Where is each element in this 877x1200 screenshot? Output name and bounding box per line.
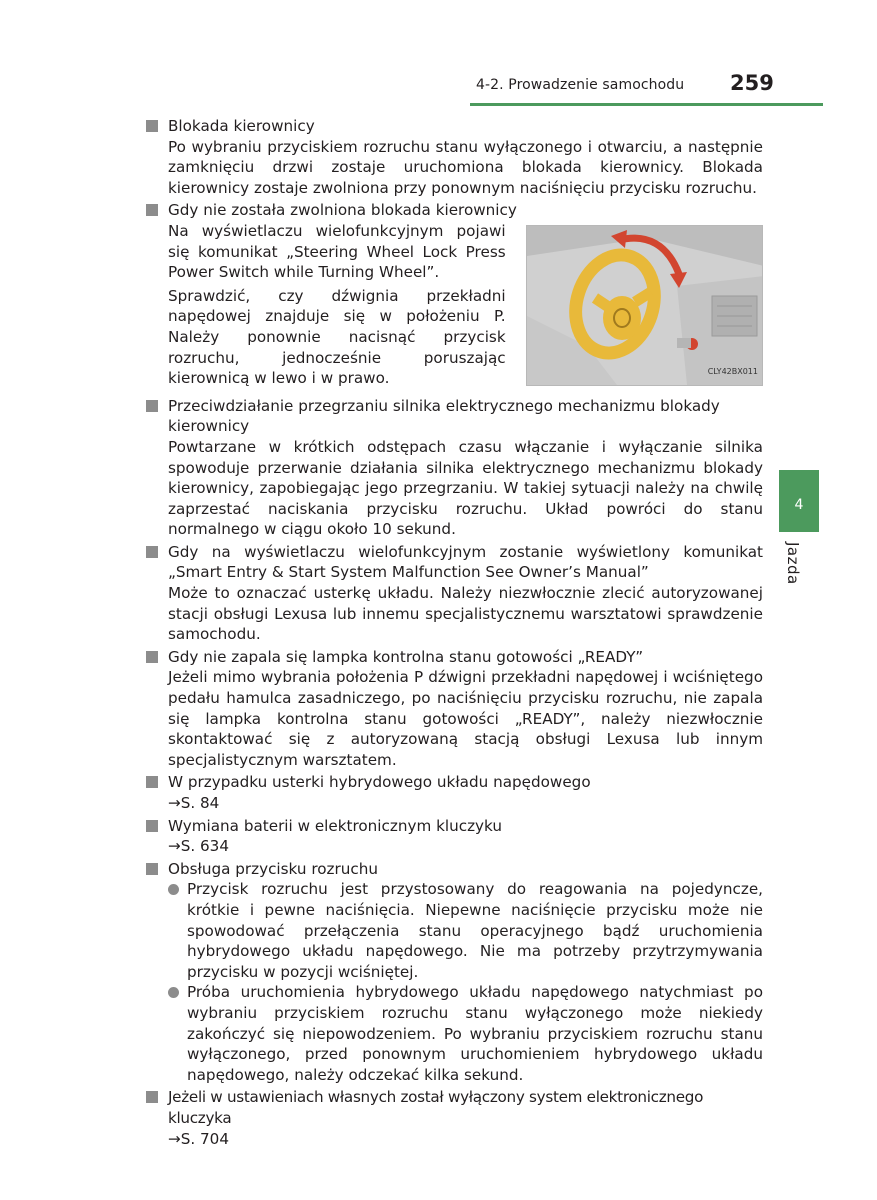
page-reference-link[interactable]: →S. 634 bbox=[168, 837, 230, 856]
list-item bbox=[146, 982, 763, 1085]
section-ready-lamp bbox=[146, 647, 763, 771]
list-item-text: Przycisk rozruchu jest przystosowany do reagowania na pojedyncze, krótkie i pewne naciśnięcia. Niepewne naciśnięcie przycisku może nie spowodować przełączenia stanu operacyjnego bądź uruchomienia hybrydowego układu napędowego. Nie ma potrzeby przytrzymywania przycisku w pozycji wciśniętej. bbox=[187, 880, 763, 981]
list-item bbox=[146, 879, 763, 982]
list-item-text: Próba uruchomienia hybrydowego układu napędowego natychmiast po wybraniu przyciskiem rozruchu stanu wyłączonego może niekiedy zakończyć się niepowodzeniem. Po wybraniu przyciskiem rozruchu stanu wyłączonego, przed ponownym uruchomieniem hybrydowego układu napędowego, należy odczekać kilka sekund. bbox=[187, 983, 763, 1084]
section-title: Gdy nie została zwolniona blokada kierownicy bbox=[168, 201, 517, 220]
section-malfunction-message bbox=[146, 542, 763, 645]
section-body: Powtarzane w krótkich odstępach czasu włączanie i wyłączanie silnika spowoduje przerwanie działania silnika elektrycznego mechanizmu blokady kierownicy, zapobiegając jego przegrzaniu. W takiej sytuacji należy na chwilę zaprzestać naciskania przycisku rozruchu. Układ powróci do stanu normalnego w ciągu około 10 sekund. bbox=[168, 437, 763, 539]
square-bullet-icon bbox=[146, 400, 158, 412]
section-body: Jeżeli mimo wybrania położenia P dźwigni przekładni napędowej i wciśniętego pedału hamulca zasadniczego, po naciśnięciu przycisku rozruchu, nie zapala się lampka kontrolna stanu gotowości „READY”, należy niezwłocznie skontaktować się z autoryzowaną stacją obsługi Lexusa lub innym specjalistycznym warsztatem. bbox=[168, 668, 763, 769]
square-bullet-icon bbox=[146, 120, 158, 132]
header-divider bbox=[470, 103, 823, 106]
section-start-button-operation bbox=[146, 859, 763, 1086]
steering-wheel-icon bbox=[527, 226, 763, 385]
square-bullet-icon bbox=[146, 863, 158, 875]
section-steering-lock bbox=[146, 116, 763, 198]
section-title: Gdy na wyświetlaczu wielofunkcyjnym zostanie wyświetlony komunikat „Smart Entry & Start System Malfunction See Owner’s Manual” bbox=[168, 542, 763, 582]
square-bullet-icon bbox=[146, 651, 158, 663]
section-overheat-prevention bbox=[146, 396, 763, 540]
page-content bbox=[146, 116, 763, 1151]
section-title: W przypadku usterki hybrydowego układu napędowego bbox=[168, 773, 591, 792]
square-bullet-icon bbox=[146, 776, 158, 788]
circle-bullet-icon bbox=[168, 987, 179, 998]
chapter-label: Jazda bbox=[784, 542, 802, 585]
chapter-tab: 4 bbox=[779, 470, 819, 532]
section-paragraph: Sprawdzić, czy dźwignia przekładni napędowej znajduje się w położeniu P. Należy ponownie nacisnąć przycisk rozruchu, jednocześnie poruszając kierownicą w lewo i w prawo. bbox=[168, 286, 506, 388]
page-reference-link[interactable]: →S. 704 bbox=[168, 1129, 230, 1148]
page-reference-link[interactable]: →S. 84 bbox=[168, 794, 220, 812]
section-title: Wymiana baterii w elektronicznym kluczyku bbox=[168, 816, 502, 835]
page-number: 259 bbox=[730, 71, 774, 95]
section-title: Przeciwdziałanie przegrzaniu silnika elektrycznego mechanizmu blokady kierownicy bbox=[168, 396, 720, 436]
header-section-title: 4-2. Prowadzenie samochodu bbox=[476, 77, 685, 93]
section-smart-key-disabled bbox=[146, 1087, 763, 1149]
section-title: Gdy nie zapala się lampka kontrolna stanu gotowości „READY” bbox=[168, 647, 644, 666]
square-bullet-icon bbox=[146, 820, 158, 832]
section-lock-not-released bbox=[146, 200, 763, 391]
circle-bullet-icon bbox=[168, 884, 179, 895]
section-body: Po wybraniu przyciskiem rozruchu stanu wyłączonego i otwarciu, a następnie zamknięciu drzwi zostaje uruchomiona blokada kierownicy. Blokada kierownicy zostaje zwolniona przy ponownym naciśnięciu przycisku rozruchu. bbox=[168, 137, 763, 197]
section-body: Może to oznaczać usterkę układu. Należy niezwłocznie zlecić autoryzowanej stacji obsługi Lexusa lub innemu specjalistycznemu warsztatowi sprawdzenie samochodu. bbox=[168, 584, 763, 644]
section-paragraph: Na wyświetlaczu wielofunkcyjnym pojawi się komunikat „Steering Wheel Lock Press Power Switch while Turning Wheel”. bbox=[168, 221, 506, 282]
square-bullet-icon bbox=[146, 546, 158, 558]
figure-code: CLY42BX011 bbox=[707, 367, 758, 377]
section-hybrid-malfunction bbox=[146, 772, 763, 813]
steering-wheel-illustration bbox=[526, 225, 763, 386]
section-key-battery bbox=[146, 816, 763, 857]
square-bullet-icon bbox=[146, 204, 158, 216]
section-title: Jeżeli w ustawieniach własnych został wyłączony system elektronicznego kluczyka bbox=[168, 1088, 704, 1127]
square-bullet-icon bbox=[146, 1091, 158, 1103]
section-title: Obsługa przycisku rozruchu bbox=[168, 859, 378, 878]
section-title: Blokada kierownicy bbox=[168, 117, 315, 135]
